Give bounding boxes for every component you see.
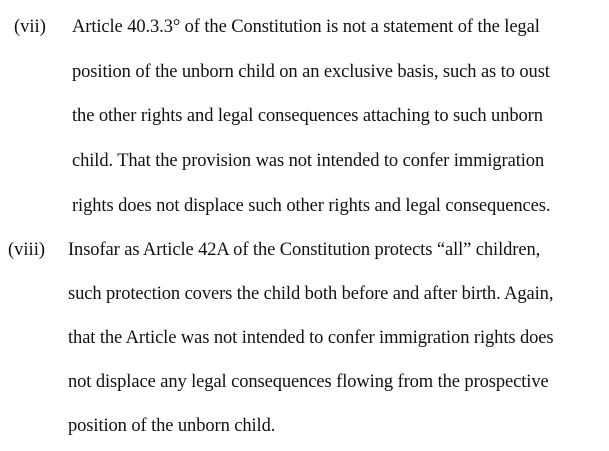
paragraph-line: the other rights and legal consequences attaching to such unborn — [72, 106, 543, 126]
paragraph-number: (vii) — [14, 17, 46, 37]
paragraph-line: rights does not displace such other rights and legal consequences. — [72, 196, 551, 216]
paragraph-line: Article 40.3.3° of the Constitution is not a statement of the legal — [72, 17, 540, 37]
paragraph-line: not displace any legal consequences flowing from the prospective — [68, 372, 549, 392]
paragraph-number: (viii) — [8, 240, 45, 260]
paragraph-line: position of the unborn child on an exclusive basis, such as to oust — [72, 62, 550, 82]
paragraph-line: position of the unborn child. — [68, 416, 276, 436]
paragraph-line: that the Article was not intended to confer immigration rights does — [68, 328, 554, 348]
paragraph-line: Insofar as Article 42A of the Constitution protects “all” children, — [68, 240, 541, 260]
paragraph-line: such protection covers the child both before and after birth. Again, — [68, 284, 554, 304]
paragraph-line: child. That the provision was not intended to confer immigration — [72, 151, 545, 171]
